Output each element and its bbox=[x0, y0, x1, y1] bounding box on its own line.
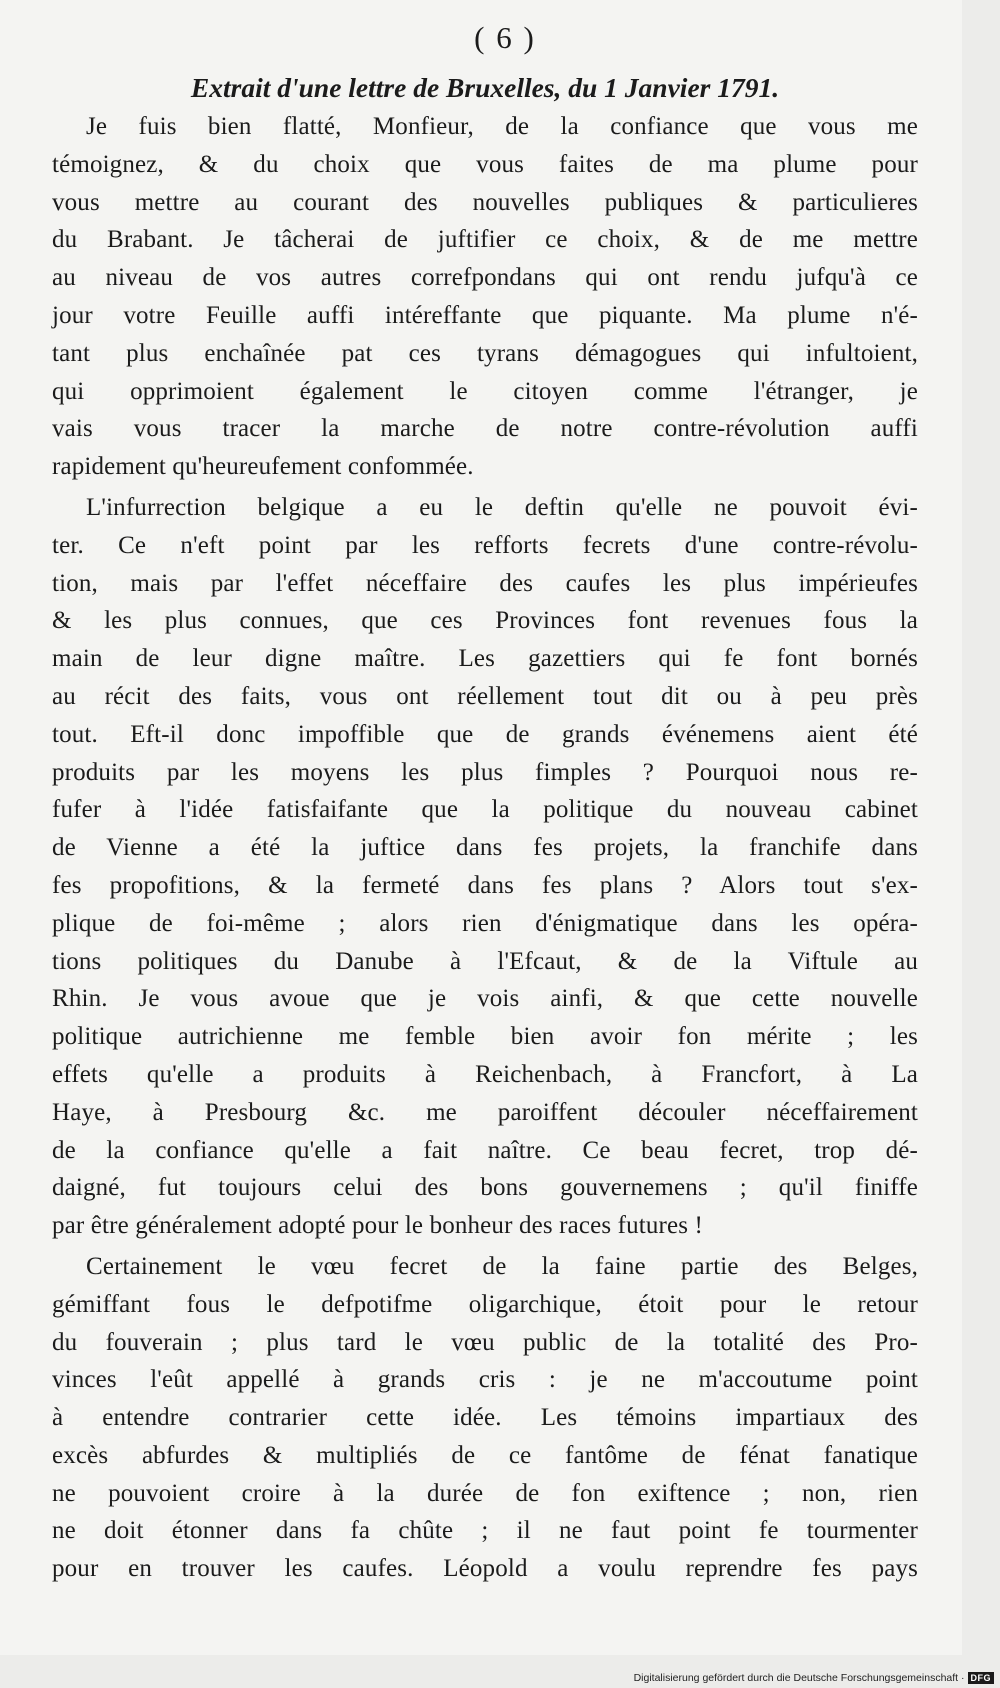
text-line: tout. Eft-il donc impoffible que de grands événemens aient été bbox=[52, 720, 918, 748]
text-line: jour votre Feuille auffi intéreffante que piquante. Ma plume n'é- bbox=[52, 301, 918, 329]
dfg-logo: DFG bbox=[968, 1672, 995, 1684]
footer-credit: Digitalisierung gefördert durch die Deutsche Forschungsgemeinschaft · bbox=[633, 1672, 965, 1684]
text-line: ne pouvoient croire à la durée de fon exiftence ; non, rien bbox=[52, 1479, 918, 1507]
text-line: témoignez, & du choix que vous faites de ma plume pour bbox=[52, 150, 918, 178]
text-line: tions politiques du Danube à l'Efcaut, & de la Viftule au bbox=[52, 947, 918, 975]
text-line: pour en trouver les caufes. Léopold a voulu reprendre fes pays bbox=[52, 1555, 918, 1583]
text-line: par être généralement adopté pour le bonheur des races futures ! bbox=[52, 1212, 703, 1240]
text-line: ter. Ce n'eft point par les refforts fecrets d'une contre-révolu- bbox=[52, 531, 918, 559]
text-line: du Brabant. Je tâcherai de juftifier ce choix, & de me mettre bbox=[52, 226, 918, 254]
letter-heading: Extrait d'une lettre de Bruxelles, du 1 Janvier 1791. bbox=[190, 72, 780, 103]
text-line: ne doit étonner dans fa chûte ; il ne faut point fe tourmenter bbox=[52, 1517, 918, 1545]
text-line: vinces l'eût appellé à grands cris : je ne m'accoutume point bbox=[52, 1366, 918, 1394]
text-line: de Vienne a été la juftice dans fes projets, la franchife dans bbox=[52, 834, 918, 862]
text-line: daigné, fut toujours celui des bons gouvernemens ; qu'il finiffe bbox=[52, 1174, 918, 1202]
text-line: & les plus connues, que ces Provinces font revenues fous la bbox=[52, 607, 918, 635]
page-number: ( 6 ) bbox=[474, 20, 536, 55]
text-line: au niveau de vos autres correfpondans qui ont rendu jufqu'à ce bbox=[52, 264, 918, 292]
text-line: Je fuis bien flatté, Monfieur, de la confiance que vous me bbox=[86, 113, 918, 140]
text-line: du fouverain ; plus tard le vœu public de la totalité des Pro- bbox=[52, 1328, 918, 1356]
text-line: tant plus enchaînée pat ces tyrans démagogues qui infultoient, bbox=[52, 339, 918, 367]
text-line: qui opprimoient également le citoyen comme l'étranger, je bbox=[52, 377, 918, 405]
text-block bbox=[52, 18, 918, 1588]
text-line: rapidement qu'heureufement confommée. bbox=[52, 453, 474, 481]
text-line: Certainement le vœu fecret de la faine partie des Belges, bbox=[86, 1252, 918, 1280]
text-line: tion, mais par l'effet néceffaire des caufes les plus impérieufes bbox=[52, 569, 918, 597]
text-line: excès abfurdes & multipliés de ce fantôme de fénat fanatique bbox=[52, 1441, 918, 1469]
text-line: à entendre contrarier cette idée. Les témoins impartiaux des bbox=[52, 1404, 918, 1432]
text-line: Haye, à Presbourg &c. me paroiffent découler néceffairement bbox=[52, 1098, 918, 1126]
text-line: au récit des faits, vous ont réellement tout dit ou à peu près bbox=[52, 682, 918, 710]
text-line: vais vous tracer la marche de notre contre-révolution auffi bbox=[52, 415, 918, 443]
text-line: Rhin. Je vous avoue que je vois ainfi, & que cette nouvelle bbox=[52, 985, 918, 1013]
text-line: vous mettre au courant des nouvelles publiques & particulieres bbox=[52, 188, 918, 216]
text-line: politique autrichienne me femble bien avoir fon mérite ; les bbox=[52, 1023, 918, 1051]
text-line: de la confiance qu'elle a fait naître. Ce beau fecret, trop dé- bbox=[52, 1136, 918, 1164]
text-line: L'infurrection belgique a eu le deftin qu'elle ne pouvoit évi- bbox=[86, 493, 918, 521]
text-line: effets qu'elle a produits à Reichenbach, à Francfort, à La bbox=[52, 1060, 918, 1088]
text-line: fufer à l'idée fatisfaifante que la politique du nouveau cabinet bbox=[52, 796, 918, 824]
body-text bbox=[52, 108, 918, 1588]
text-line: main de leur digne maître. Les gazettiers qui fe font bornés bbox=[52, 645, 918, 673]
text-line: plique de foi-même ; alors rien d'énigmatique dans les opéra- bbox=[52, 909, 918, 937]
text-line: fes propofitions, & la fermeté dans fes plans ? Alors tout s'ex- bbox=[52, 871, 918, 899]
text-line: gémiffant fous le defpotifme oligarchique, étoit pour le retour bbox=[52, 1290, 918, 1318]
text-line: produits par les moyens les plus fimples ? Pourquoi nous re- bbox=[52, 758, 918, 786]
digitization-footer bbox=[634, 1672, 994, 1684]
